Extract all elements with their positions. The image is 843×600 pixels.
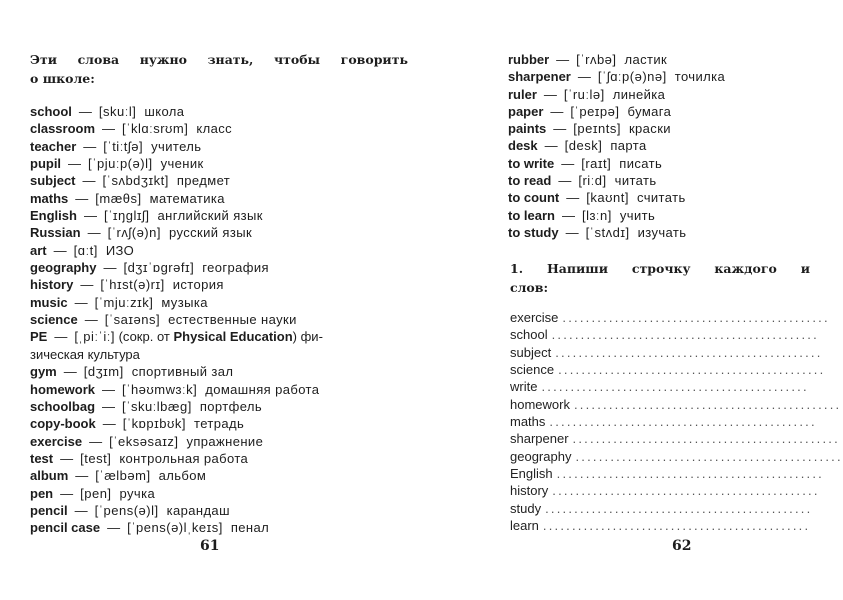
intro-word: нужно	[139, 52, 187, 67]
exercise-word: maths	[510, 414, 546, 430]
vocab-translation: изучать	[637, 224, 687, 240]
dash: —	[543, 86, 557, 102]
intro-word: слова	[77, 52, 120, 67]
intro-line-1	[30, 50, 408, 69]
intro-word: знать,	[207, 52, 254, 67]
vocab-word: classroom	[30, 121, 96, 137]
vocab-word: sharpener	[508, 69, 571, 85]
vocab-entry	[30, 519, 408, 536]
vocab-entry	[508, 224, 798, 241]
vocab-transcription: [dʒɪm]	[83, 364, 124, 380]
vocab-translation: тетрадь	[194, 416, 245, 432]
dotted-line: ..............................................	[541, 379, 809, 395]
dotted-line: ..............................................	[556, 466, 824, 482]
vocab-word: teacher	[30, 138, 77, 154]
vocab-transcription: [ˈpeɪpə]	[570, 103, 620, 119]
instruction-word: строчку	[631, 261, 691, 276]
vocabulary-list	[30, 103, 408, 537]
vocab-entry	[508, 207, 798, 224]
vocab-transcription: [ˈpjuːp(ə)l]	[88, 156, 153, 172]
vocab-transcription: [ˈruːlə]	[563, 86, 605, 102]
dash: —	[561, 207, 575, 223]
dash: —	[60, 450, 74, 466]
writing-line[interactable]	[510, 482, 820, 499]
exercise-word: history	[510, 483, 549, 499]
dotted-line: ..............................................	[545, 500, 813, 516]
vocab-transcription: [ˈtiːtʃə]	[103, 138, 144, 154]
vocab-word: paper	[508, 103, 544, 119]
dash: —	[84, 312, 98, 328]
vocab-word: art	[30, 242, 47, 258]
vocab-translation: бумага	[627, 103, 672, 119]
vocab-word: homework	[30, 381, 96, 397]
vocab-translation: ластик	[624, 52, 668, 67]
dotted-line: ..............................................	[552, 483, 820, 499]
dash: —	[102, 381, 116, 397]
dotted-line: ..............................................	[572, 431, 840, 447]
vocab-word: schoolbag	[30, 398, 96, 414]
vocab-translation: точилка	[674, 69, 726, 85]
vocab-word: Russian	[30, 225, 81, 241]
dash: —	[544, 138, 558, 154]
vocab-translation: линейка	[612, 86, 666, 102]
vocab-translation: история	[172, 277, 224, 293]
vocab-translation: естественные науки	[168, 312, 297, 328]
vocab-transcription: [ˈʃɑːp(ə)nə]	[597, 69, 667, 85]
dash: —	[577, 69, 591, 85]
vocab-entry	[30, 485, 408, 502]
dotted-line: ..............................................	[555, 344, 823, 360]
vocab-transcription: [ˈpens(ə)l]	[94, 502, 159, 518]
vocab-translation: читать	[614, 173, 657, 189]
vocab-transcription: [ˈrʌbə]	[576, 52, 617, 67]
exercise-instruction-line-1	[510, 259, 810, 278]
instruction-word: и	[800, 261, 810, 276]
dash: —	[565, 224, 579, 240]
exercise-word: subject	[510, 344, 552, 360]
writing-line[interactable]	[510, 413, 817, 430]
vocab-translation: школа	[144, 104, 185, 119]
vocab-word: rubber	[508, 52, 550, 67]
dash: —	[553, 121, 567, 137]
dash: —	[89, 433, 103, 449]
vocab-word: pencil	[30, 502, 68, 518]
exercise-word: study	[510, 500, 542, 516]
left-page	[0, 0, 408, 600]
vocab-word: desk	[508, 138, 538, 154]
vocab-transcription: [ˈmjuːzɪk]	[94, 294, 154, 310]
vocab-translation: краски	[628, 121, 671, 137]
vocab-transcription: [raɪt]	[581, 155, 612, 171]
vocab-transcription: [riːd]	[578, 173, 607, 189]
exercise-word: sharpener	[510, 431, 569, 447]
writing-exercise-list	[510, 309, 843, 534]
exercise-instruction-line-2: слов:	[510, 280, 549, 295]
vocab-transcription: [ˈstʌdɪ]	[585, 224, 630, 240]
vocab-entry	[508, 68, 798, 85]
vocab-entry	[30, 259, 408, 276]
vocab-translation: ИЗО	[105, 242, 135, 258]
dash: —	[87, 225, 101, 241]
vocab-entry	[30, 381, 408, 398]
dash: —	[556, 52, 570, 67]
vocab-word: to read	[508, 173, 552, 189]
vocab-entry	[508, 103, 798, 120]
vocab-entry	[30, 433, 408, 450]
vocab-translation: альбом	[158, 468, 207, 484]
vocab-translation: считать	[636, 190, 686, 206]
vocab-entry	[30, 294, 408, 311]
dotted-line: ..............................................	[549, 414, 817, 430]
vocab-entry	[30, 242, 408, 259]
vocab-word: pupil	[30, 156, 62, 172]
vocab-translation: писать	[619, 155, 663, 171]
vocab-word: music	[30, 294, 68, 310]
vocab-word: geography	[30, 260, 97, 276]
exercise-number: 1.	[510, 261, 524, 276]
dotted-line: ..............................................	[562, 310, 830, 325]
vocab-translation: ручка	[119, 485, 156, 501]
exercise-word: learn	[510, 518, 539, 534]
vocab-transcription: [ˈskuːlbæg]	[122, 398, 192, 414]
vocab-translation: пенал	[230, 520, 270, 536]
vocab-translation: спортивный зал	[131, 364, 234, 380]
vocab-entry	[30, 450, 408, 467]
vocab-translation: контрольная работа	[119, 450, 249, 466]
vocab-word: maths	[30, 190, 69, 206]
dash: —	[566, 190, 580, 206]
vocab-translation: предмет	[176, 173, 231, 189]
vocab-word: subject	[30, 173, 76, 189]
vocab-transcription: [ˈhəʊmwɜːk]	[122, 381, 198, 397]
vocab-entry-pe	[30, 328, 408, 345]
dash: —	[83, 208, 97, 224]
vocab-entry	[30, 276, 408, 293]
abbreviation-note: (сокр. от	[118, 329, 170, 345]
vocab-word: album	[30, 468, 69, 484]
vocab-word: paints	[508, 121, 547, 137]
vocab-entry	[30, 138, 408, 155]
vocab-entry	[30, 103, 408, 120]
page-number: 62	[672, 538, 692, 554]
intro-line-2: о школе:	[30, 71, 95, 86]
vocab-transcription: [ˈklɑːsrʊm]	[122, 121, 189, 137]
vocab-translation: домашняя работа	[205, 381, 320, 397]
vocab-entry	[30, 155, 408, 172]
vocab-translation: учить	[619, 207, 656, 223]
vocab-entry-pe-continuation: зическая культура	[30, 346, 140, 362]
vocab-word: to study	[508, 224, 559, 240]
dash: —	[102, 416, 116, 432]
instruction-word: каждого	[714, 261, 777, 276]
vocab-word: copy-book	[30, 416, 96, 432]
vocab-transcription: [ˈsʌbdʒɪkt]	[102, 173, 169, 189]
dash: —	[75, 190, 89, 206]
vocab-entry	[30, 467, 408, 484]
intro-word: чтобы	[273, 52, 321, 67]
vocab-word: pen	[30, 485, 54, 501]
vocab-word: test	[30, 450, 54, 466]
dash: —	[78, 104, 92, 119]
vocab-entry	[30, 224, 408, 241]
vocab-word: to learn	[508, 207, 555, 223]
dash: —	[74, 502, 88, 518]
dash: —	[75, 468, 89, 484]
vocab-translation: портфель	[199, 398, 263, 414]
vocab-entry	[508, 120, 798, 137]
vocab-transcription: [ˈhɪst(ə)rɪ]	[100, 277, 165, 293]
vocab-transcription: [ɑːt]	[73, 242, 98, 258]
dash: —	[74, 294, 88, 310]
vocab-word: to count	[508, 190, 560, 206]
vocab-transcription: [ˌpiːˈiː]	[74, 329, 115, 345]
dash: —	[103, 260, 117, 276]
exercise-instruction	[510, 259, 810, 297]
writing-line[interactable]	[510, 344, 823, 361]
vocab-entry	[30, 398, 408, 415]
instruction-word: Напиши	[546, 261, 608, 276]
writing-line[interactable]	[510, 465, 824, 482]
dash: —	[102, 121, 116, 137]
dotted-line: ..............................................	[551, 327, 819, 343]
writing-line[interactable]	[510, 378, 809, 395]
exercise-word: geography	[510, 448, 572, 464]
vocab-entry	[30, 311, 408, 328]
exercise-word: science	[510, 362, 555, 378]
dash: —	[82, 173, 96, 189]
dash: —	[60, 485, 74, 501]
vocab-translation: карандаш	[166, 502, 230, 518]
vocab-word: school	[30, 104, 72, 119]
exercise-word: school	[510, 327, 548, 343]
writing-line[interactable]	[510, 448, 843, 465]
intro-text	[30, 50, 408, 88]
dash: —	[68, 156, 82, 172]
writing-line[interactable]	[510, 326, 819, 343]
dash: —	[561, 155, 575, 171]
vocab-entry	[508, 189, 798, 206]
vocab-transcription: [peɪnts]	[573, 121, 621, 137]
vocab-transcription: [mæθs]	[95, 190, 142, 206]
vocab-transcription: [ˈkɒpɪbʊk]	[122, 416, 186, 432]
vocab-translation: упражнение	[186, 433, 264, 449]
vocab-transcription: [ˈsaɪəns]	[104, 312, 161, 328]
exercise-word: homework	[510, 396, 570, 412]
vocab-translation: учитель	[151, 138, 202, 154]
vocab-transcription: [skuːl]	[98, 104, 137, 119]
vocab-entry	[508, 51, 798, 68]
vocab-entry	[30, 415, 408, 432]
intro-word: Эти	[30, 52, 57, 67]
vocab-entry	[30, 207, 408, 224]
vocab-transcription: [ˈælbəm]	[95, 468, 151, 484]
writing-line[interactable]	[510, 361, 826, 378]
dotted-line: ..............................................	[573, 396, 842, 412]
vocab-translation: английский язык	[157, 208, 263, 224]
exercise-word: write	[510, 379, 538, 395]
vocab-entry	[508, 155, 798, 172]
dash: —	[102, 398, 116, 414]
dash: —	[107, 520, 121, 536]
vocab-word: ruler	[508, 86, 537, 102]
vocab-transcription: [desk]	[564, 138, 603, 154]
dotted-line: ..............................................	[558, 362, 826, 378]
vocab-translation: парта	[610, 138, 647, 154]
writing-line[interactable]	[510, 309, 830, 326]
writing-line[interactable]	[510, 517, 811, 534]
vocab-transcription: [ˈeksəsaɪz]	[109, 433, 179, 449]
vocab-transcription: [dʒɪˈɒgrəfɪ]	[123, 260, 195, 276]
vocab-translation: класс	[196, 121, 233, 137]
vocab-word: history	[30, 277, 74, 293]
vocab-translation: музыка	[161, 294, 208, 310]
writing-line[interactable]	[510, 500, 813, 517]
vocab-word: exercise	[30, 433, 83, 449]
abbreviation-translation: ) фи-	[292, 329, 323, 345]
intro-word: говорить	[340, 52, 408, 67]
vocab-word: gym	[30, 364, 57, 380]
vocab-word: PE	[30, 329, 48, 345]
vocab-transcription: [ˈrʌʃ(ə)n]	[107, 225, 161, 241]
dash: —	[80, 277, 94, 293]
dash: —	[54, 329, 68, 345]
vocab-translation: русский язык	[168, 225, 253, 241]
exercise-word: exercise	[510, 310, 559, 325]
dash: —	[53, 242, 67, 258]
vocab-entry	[508, 172, 798, 189]
vocab-transcription: [ˈpens(ə)lˌkeɪs]	[127, 520, 223, 536]
vocab-entry	[508, 137, 798, 154]
vocab-word: to write	[508, 155, 555, 171]
vocab-entry	[30, 502, 408, 519]
vocab-word: English	[30, 208, 77, 224]
writing-line[interactable]	[510, 396, 842, 413]
dash: —	[558, 173, 572, 189]
dash: —	[63, 364, 77, 380]
vocab-translation: ученик	[160, 156, 204, 172]
vocab-entry	[508, 86, 798, 103]
vocab-word: pencil case	[30, 520, 101, 536]
vocab-entry	[30, 190, 408, 207]
page-number: 61	[200, 538, 220, 554]
abbreviation-expansion: Physical Education	[173, 329, 293, 345]
dotted-line: ..............................................	[575, 448, 843, 464]
dash: —	[550, 103, 564, 119]
dash: —	[83, 138, 97, 154]
vocab-entry	[30, 120, 408, 137]
vocab-transcription: [ˈɪŋglɪʃ]	[103, 208, 150, 224]
exercise-word: English	[510, 466, 553, 482]
writing-line[interactable]	[510, 430, 840, 447]
dotted-line: ..............................................	[542, 518, 811, 534]
vocab-transcription: [test]	[80, 450, 112, 466]
vocab-word: science	[30, 312, 78, 328]
vocab-transcription: [lɜːn]	[581, 207, 612, 223]
vocab-transcription: [kaʊnt]	[586, 190, 629, 206]
vocab-entry	[30, 363, 408, 380]
vocab-entry	[30, 172, 408, 189]
vocab-translation: география	[202, 260, 269, 276]
vocabulary-list-continued	[508, 51, 798, 241]
vocab-translation: математика	[149, 190, 225, 206]
vocab-transcription: [pen]	[80, 485, 112, 501]
